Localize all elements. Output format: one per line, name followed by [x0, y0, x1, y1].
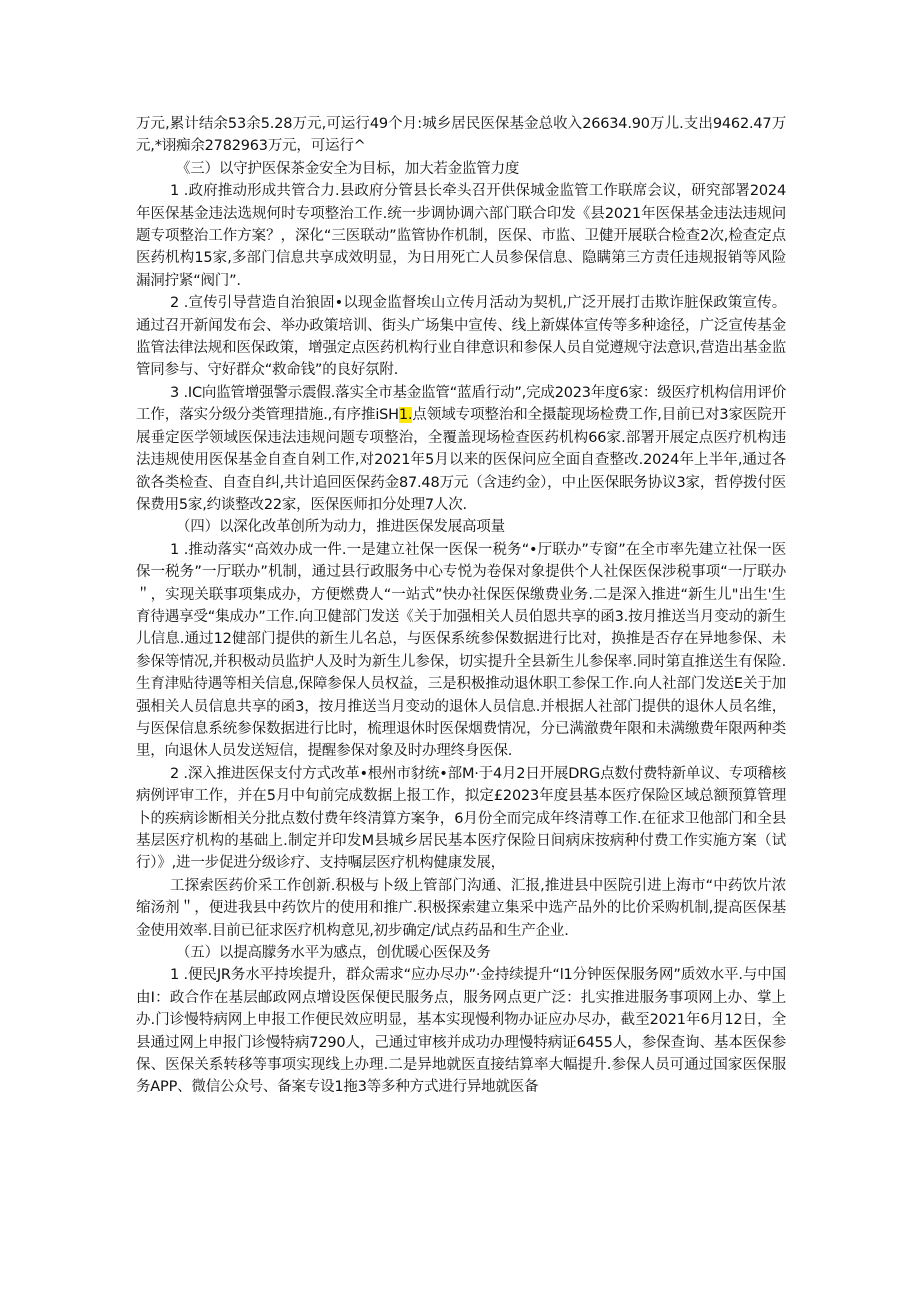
paragraph-supervision-warning [136, 382, 786, 516]
paragraph-joint-regulation: 1 .政府推动形成共管合力.县政府分管县长牵头召开供保城金监管工作联席会议，研究部署2024年医保基金违法选规何时专项整治工作.统一步调协调六部门联合印发《县2021年医保基金违法违规问题专项整治工作方案？，深化“三医联动”监管协作机制，医保、市监、卫健开展联合检查2次,检查定点医药机构15家,多部门信息共享成效明显，为日用死亡人员参保信息、隐瞒第三方责任违规报销等风险漏洞拧紧“阀门”. [136, 183, 786, 289]
highlighted-text: 1. [398, 407, 413, 424]
paragraph-one-window-service: 1 .推动落实“高效办成一件.一是建立社保一医保一税务“•厅联办”专窗”在全市率先建立社保一医保一税务”一厅联办”机制，通过县行政服务中心专悦为卷保对象提供个人社保医保涉税事项“一厅联办＂，实现关联事项集成办，方便燃费人“一站式”快办社保医保缴费业务.二是深入推进“新生儿"出生'生育待遇享受“集成办”工作.向卫健部门发送《关于加强相关人员伯恩共享的函3.按月推送当月变动的新生儿信息.通过12健部门提供的新生儿名总，与医保系统参保数据进行比对，换推是否存在异地参保、未参保等情况,并积极动员监护人及时为新生儿参保，切实提升全县新生儿参保率.同时第直推送生有保险.生育津贴待遇等相关信息,保障参保人员权益，三是积极推动退休职工参保工作.向人社部门发送E关于加强相关人员信息共享的函3，按月推送当月变动的退休人员信息.并根据人社部门提供的退休人员名维，与医保信息系统参保数据进行比时，梳理退休时医保烟费情况，分已满澈费年限和未满缴费年限两种类里，向退休人员发送短信，提醒参保对象及时办理终身医保. [136, 541, 786, 760]
paragraph-payment-reform: 2 .深入推进医保支付方式改革•根州市豺统•部M·于4月2日开展DRG点数付费特新单议、专项稽核病例评审工作，并在5月中旬前完成数据上报工作，拟定£2023年度县基本医疗保险区域总额预算管理卜的疾病诊断相关分批点数付费年终清算方案争，6月份全而完成年终清尊工作.在征求卫他部门和全县基层医疗机构的基础上.制定并印发M县城乡居民基本医疗保险日间病床按病种付费工作实施方案（试行）》,进一步促进分级诊疗、支持嘱层医疗机构健康发展， [136, 765, 786, 872]
section-heading-3: 《三）以守护医保茶金安全为目标，加大若金监管力度 [176, 160, 520, 177]
section-heading-4: （四）以深化改革创所为动力，推进医保发展高项量 [176, 519, 505, 536]
paragraph-convenience-service: 1 .便民JR务水平持埃提升，群众需求“应办尽办”·金持续提升“l1分钟医保服务网”质效水平.与中国由I：政合作在基层邮政网点增设医保便民服务点，服务网点更广泛：扎实推进服务事项网上办、掌上办.门诊慢特病网上申报工作便民效应明显，基本实现慢利物办证应办尽办，截至2021年6月12日，全县通过网上申报门诊慢特病7290人，己通过审核并成功办理慢特病证6455人，参保查询、基本医保参保、医保关系转移等事项实现线上办理.二是异地就医直接结算率大幅提升.参保人员可通过国家医保服务APP、微信公众号、备案专设1拖3等多种方式进行异地就医备 [136, 967, 786, 1096]
section-heading-5: （五）以提高朦务水平为感点，创优暖心医保及务 [176, 945, 491, 962]
paragraph-drug-procurement: 工探索医药价采工作创新.积极与卜级上管部门沟通、汇报,推进县中医院引进上海市“中药饮片浓缩汤剂＂，便进我县中药饮片的使用和推广.积极探索建立集采中选产品外的比价采购机制,提高医保基金使用效率.目前已征求医疗机构意见,初步确定/试点药品和生产企业. [136, 877, 786, 939]
paragraph-supervision-text-a: 3 .IC向监管增强警示震假.落实全市基金监管“蓝盾行动”,完成2023年度6家：级医疗机构信用评价工作，落实分级分类管理措施.,有序推iSH [136, 384, 786, 424]
document-body [136, 113, 786, 1099]
paragraph-fund-balance: 万元,累计结余53余5.28万元,可运行49个月:城乡居民医保基金总收入26634.90万儿.支出9462.47万元,*诩痴余2782963万元，可运行^ [136, 116, 786, 155]
paragraph-supervision-text-b: 点领域专项整治和全摄靛现场检费工作,目前已对3家医院开展垂定医学领域医保违法违规问题专项整治，全覆盖现场检查医药机构66家.部署开展定点医疗机构违法违规使用医保基金自查自剁工作,对2021年5月以来的医保问应全面自查整改.2024年上半年,通过各欲各类检查、自查自纠,共计追回医保药金87.48万元（含违约金），中止医保眠务协议3家，哲停拨付医保费用5家,约谈整改22家，医保医师扣分处理7人次. [136, 407, 787, 513]
paragraph-publicity: 2 .宣传引导营造自治狼固•以现金监督埃山立传月活动为契机,广泛开展打击欺诈脏保政策宣传。通过召开新闻发布会、举办政策培训、街头广场集中宣传、线上新媒体宣传等多种途径，广泛宣传基金监管法律法规和医保政策，增强定点医药机构行业自律意识和参保人员自觉遵规守法意识,营造出基金监管同参与、守好群众“救命钱”的良好氛附. [136, 295, 786, 379]
